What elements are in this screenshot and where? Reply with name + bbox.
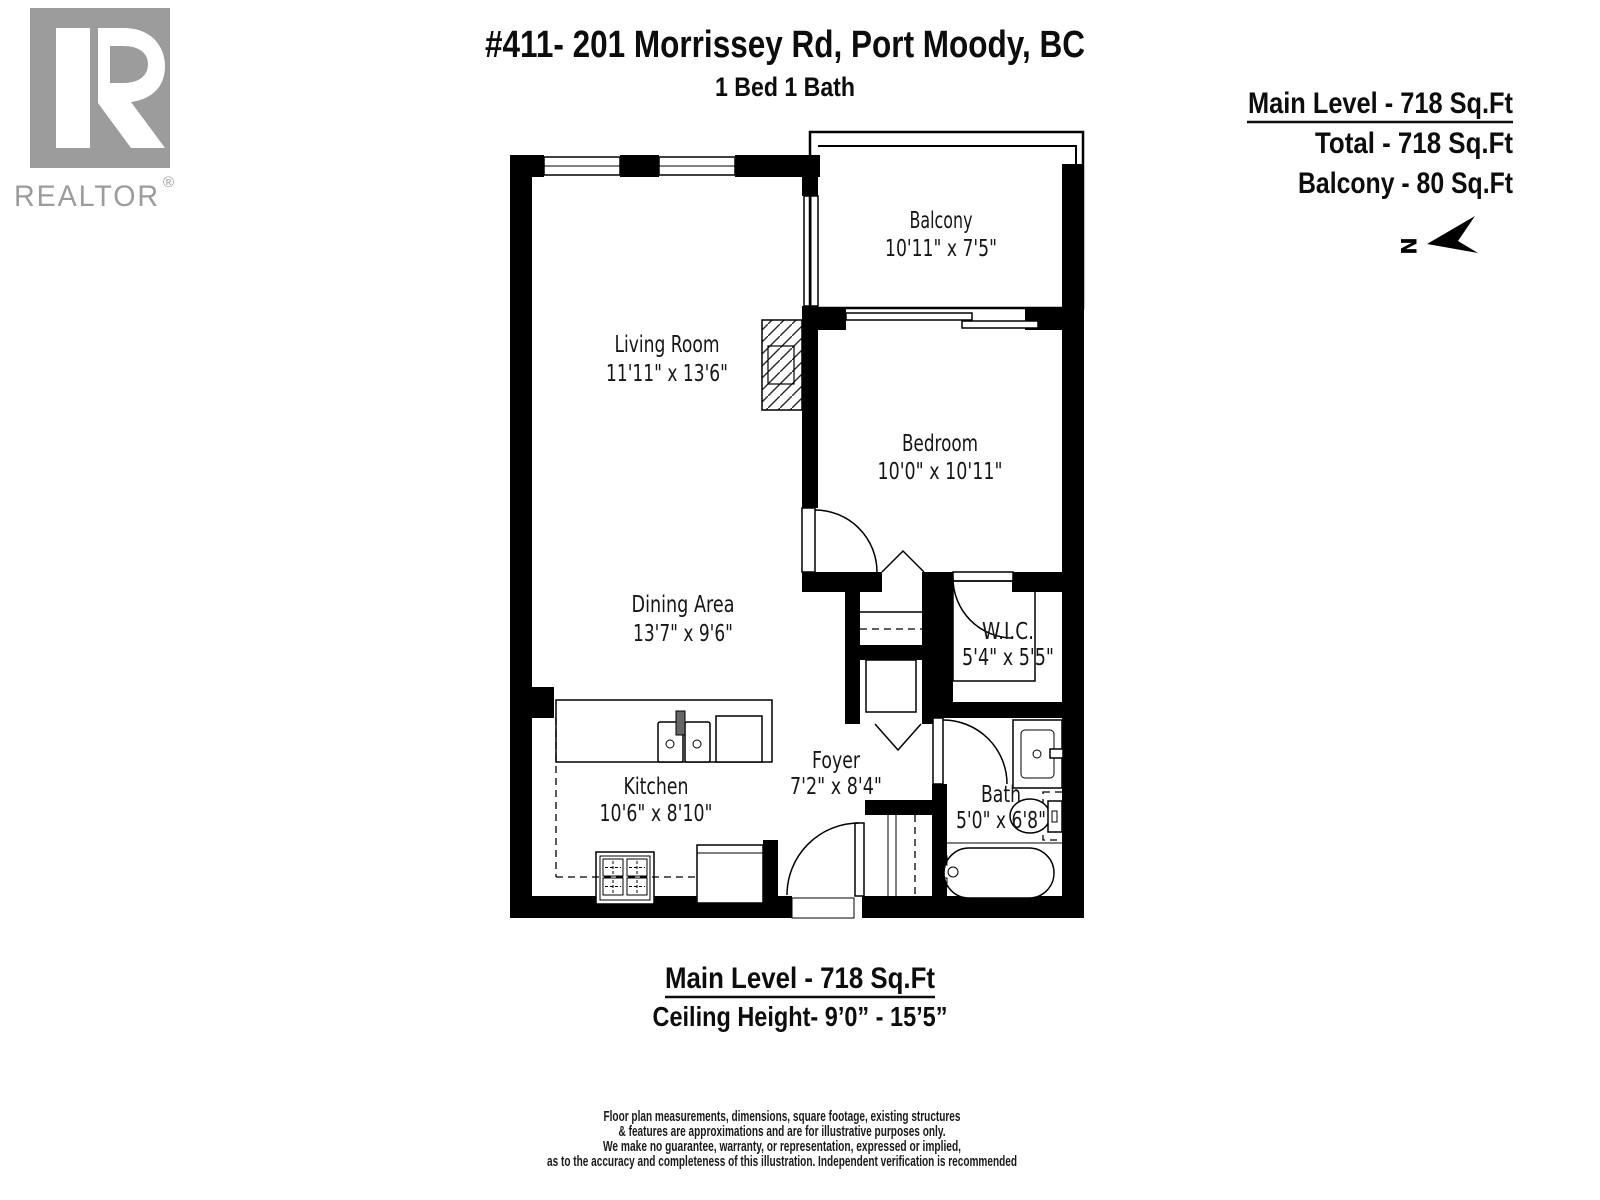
- closet-bifold-door: [875, 724, 921, 750]
- room-dims-bedroom: 10'0" x 10'11": [877, 459, 1003, 485]
- room-dims-balcony: 10'11" x 7'5": [885, 236, 997, 262]
- vanity-faucet: [1050, 749, 1063, 758]
- wall-segment: [763, 840, 778, 918]
- wall-segment: [937, 702, 1084, 718]
- wall-segment: [937, 572, 953, 718]
- sliding-door-panel: [962, 321, 1038, 328]
- room-label-living: Living Room: [614, 332, 720, 358]
- room-label-bath: Bath: [981, 782, 1021, 808]
- footer: [653, 962, 948, 1032]
- balcony-rail-inner: [818, 146, 1076, 164]
- toilet-tank: [1048, 801, 1062, 832]
- wall-segment: [510, 155, 532, 918]
- wall-segment: [735, 155, 820, 177]
- realtor-logo: [14, 8, 174, 213]
- dishwasher: [716, 716, 762, 762]
- footer-level: Main Level - 718 Sq.Ft: [665, 962, 936, 995]
- bedroom-door-leaf: [802, 508, 815, 572]
- wall-segment: [510, 155, 544, 177]
- north-compass: [1396, 216, 1478, 255]
- north-arrow-icon: [1427, 216, 1478, 253]
- entry-door-swing: [787, 823, 859, 895]
- wall-segment: [862, 896, 1084, 918]
- bathtub: [944, 848, 1054, 898]
- wic-door-leaf: [953, 572, 1013, 581]
- footer-ceiling-height: Ceiling Height- 9’0” - 15’5”: [652, 1001, 948, 1032]
- room-label-bedroom: Bedroom: [902, 431, 978, 457]
- disclaimer-line: & features are approximations and are for illustrative purposes only.: [618, 1123, 946, 1140]
- stat-total: Total - 718 Sq.Ft: [1315, 127, 1514, 160]
- disclaimer-line: Floor plan measurements, dimensions, square footage, existing structures: [603, 1108, 961, 1125]
- wall-segment: [620, 155, 659, 177]
- disclaimer-line: as to the accuracy and completeness of this illustration. Independent verification is recommended: [547, 1153, 1017, 1170]
- area-stats: [1247, 87, 1513, 200]
- room-dims-living: 11'11" x 13'6": [606, 361, 728, 387]
- room-label-foyer: Foyer: [812, 748, 861, 774]
- wall-segment: [802, 572, 882, 592]
- entry-door-leaf: [855, 823, 864, 896]
- stat-balcony: Balcony - 80 Sq.Ft: [1298, 167, 1514, 200]
- closet-shelf-unit: [866, 660, 916, 712]
- room-dims-wic: 5'4" x 5'5": [962, 645, 1054, 671]
- wall-segment: [865, 800, 937, 815]
- bedroom-door-swing: [815, 510, 877, 572]
- realtor-wordmark: REALTOR: [14, 180, 160, 213]
- disclaimer: [547, 1108, 1017, 1170]
- floor-plan: [510, 132, 1084, 918]
- room-label-dining: Dining Area: [631, 592, 735, 618]
- room-dims-kitchen: 10'6" x 8'10": [599, 801, 713, 827]
- wall-segment: [532, 687, 554, 718]
- refrigerator: [697, 845, 763, 903]
- room-label-wic: W.I.C.: [982, 619, 1034, 645]
- page-subtitle: 1 Bed 1 Bath: [715, 72, 855, 102]
- room-dims-foyer: 7'2" x 8'4": [790, 774, 882, 800]
- wall-segment: [1012, 572, 1084, 592]
- header: [485, 24, 1085, 102]
- fireplace: [762, 320, 802, 410]
- page-title: #411- 201 Morrissey Rd, Port Moody, BC: [485, 24, 1085, 66]
- room-dims-bath: 5'0" x 6'8": [956, 808, 1046, 834]
- room-dims-dining: 13'7" x 9'6": [633, 621, 733, 647]
- sink-faucet: [676, 711, 685, 735]
- disclaimer-line: We make no guarantee, warranty, or representation, expressed or implied,: [603, 1138, 961, 1155]
- north-label: N: [1396, 237, 1420, 255]
- stat-main-level: Main Level - 718 Sq.Ft: [1248, 87, 1514, 120]
- closet-bifold-door: [882, 551, 924, 572]
- bath-door-swing: [943, 720, 1007, 784]
- entry-threshold: [792, 898, 854, 918]
- kitchen-sink-basin: [685, 722, 710, 762]
- bath-door-leaf: [933, 718, 943, 784]
- room-label-balcony: Balcony: [909, 208, 973, 234]
- sliding-door-panel: [846, 313, 972, 320]
- wall-segment: [802, 306, 818, 508]
- wall-segment: [1062, 164, 1084, 918]
- wall-segment: [845, 645, 937, 660]
- registered-trademark-icon: ®: [163, 174, 175, 191]
- realtor-r-stem: [56, 28, 90, 148]
- room-label-kitchen: Kitchen: [623, 774, 689, 800]
- windows: [544, 157, 818, 306]
